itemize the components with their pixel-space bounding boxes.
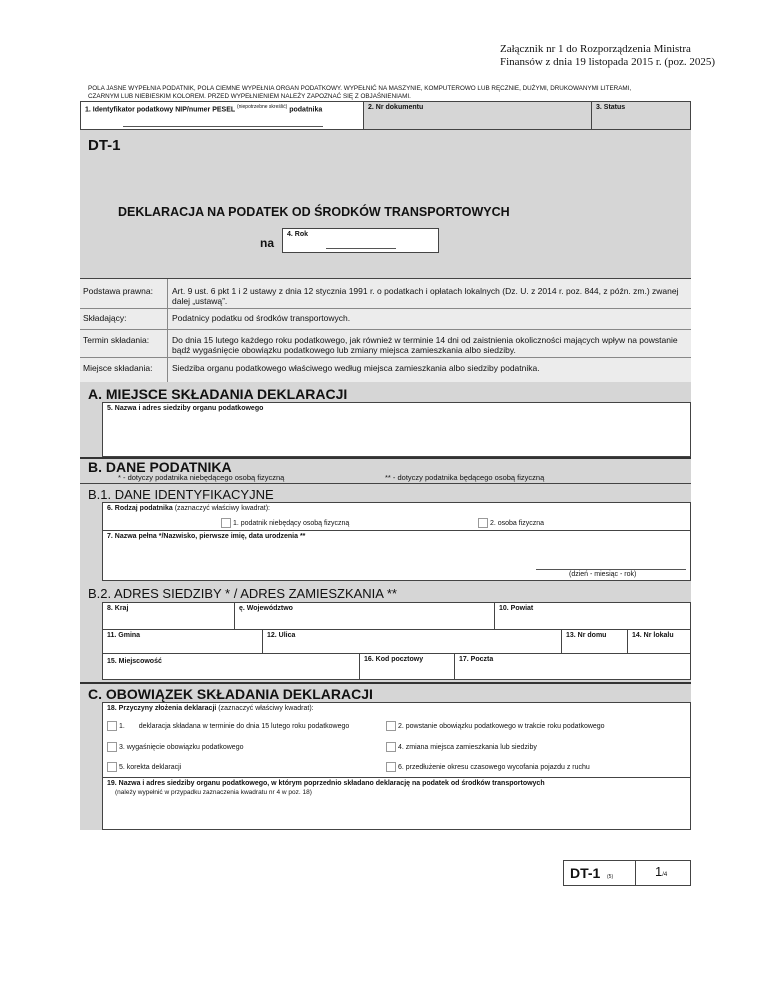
field-8-country[interactable] (102, 602, 235, 630)
date-hint: (dzień - miesiąc - rok) (569, 571, 637, 578)
instructions-line-2: CZARNYM LUB NIEBIESKIM KOLOREM. PRZED WYPEŁNIENIEM NALEŻY ZAPOZNAĆ SIĘ Z OBJAŚNIENIAMI. (88, 93, 411, 100)
field-10-label: 10. Powiat (499, 605, 534, 612)
field-19-previous-office[interactable] (102, 777, 691, 830)
date-tick-line (536, 565, 686, 570)
reason-option-1[interactable]: 1. deklaracja składana w terminie do dnia 15 lutego roku podatkowego (107, 721, 349, 731)
reason-option-2[interactable]: 2. powstanie obowiązku podatkowego w trakcie roku podatkowego (386, 721, 605, 731)
field-5-tax-office[interactable] (102, 402, 691, 457)
field-3-status (591, 101, 691, 130)
info-text-place: Siedziba organu podatkowego właściwego według miejsca zamieszkania albo siedziby podatnika. (172, 363, 540, 373)
field-17-post-office[interactable] (454, 653, 691, 680)
section-b1-title: B.1. DANE IDENTYFIKACYJNE (88, 487, 274, 502)
field-10-county[interactable] (494, 602, 691, 630)
instructions-line-1: POLA JASNE WYPEŁNIA PODATNIK, POLA CIEMNE WYPEŁNIA ORGAN PODATKOWY. WYPEŁNIĆ NA MASZYNIE, KOMPUTEROWO LUB RĘCZNIE, DUŻYMI, DRUKOWANYMI LITERAMI, (88, 85, 632, 92)
field-12-label: 12. Ulica (267, 632, 296, 639)
field-15-city[interactable] (102, 653, 360, 680)
field-13-house-number[interactable] (561, 629, 628, 654)
reason-option-3[interactable]: 3. wygaśnięcie obowiązku podatkowego (107, 742, 243, 752)
checkbox-icon[interactable] (107, 721, 117, 731)
reason-option-6[interactable]: 6. przedłużenie okresu czasowego wycofania pojazdu z ruchu (386, 762, 590, 772)
field-2-document-number (363, 101, 592, 130)
field-4-label: 4. Rok (287, 231, 309, 238)
section-b2-title: B.2. ADRES SIEDZIBY * / ADRES ZAMIESZKANIA ** (88, 586, 397, 601)
field-5-label: 5. Nazwa i adres siedziby organu podatkowego (107, 405, 264, 412)
section-b-title: B. DANE PODATNIKA (88, 459, 232, 475)
info-column-divider (167, 279, 168, 383)
field-17-label: 17. Poczta (459, 656, 494, 663)
field-6-option-2[interactable]: 2. osoba fizyczna (478, 518, 544, 528)
reason-option-5[interactable]: 5. korekta deklaracji (107, 762, 181, 772)
field-14-label: 14. Nr lokalu (632, 632, 674, 639)
reason-option-4[interactable]: 4. zmiana miejsca zamieszkania lub siedziby (386, 742, 537, 752)
field-18-label: 18. Przyczyny złożenia deklaracji (zaznaczyć właściwy kwadrat): (107, 705, 314, 712)
year-prefix: na (260, 236, 275, 250)
info-table (80, 278, 691, 384)
info-label-deadline: Termin składania: (83, 335, 150, 345)
section-a (80, 382, 691, 457)
field-16-label: 16. Kod pocztowy (364, 656, 424, 663)
divider (80, 483, 691, 484)
footer-page-number: 1/4 (655, 864, 668, 879)
field-19-hint: (należy wypełnić w przypadku zaznaczenia kwadratu nr 4 w poz. 18) (115, 789, 312, 796)
checkbox-icon[interactable] (107, 762, 117, 772)
section-c-title: C. OBOWIĄZEK SKŁADANIA DEKLARACJI (88, 686, 373, 702)
footer-code: DT-1 (570, 865, 601, 881)
field-9-label: ę. Województwo (239, 605, 293, 612)
checkbox-icon[interactable] (386, 762, 396, 772)
info-label-legal-basis: Podstawa prawna: (83, 286, 153, 296)
field-16-postal-code[interactable] (359, 653, 455, 680)
form-title: DEKLARACJA NA PODATEK OD ŚRODKÓW TRANSPORTOWYCH (118, 205, 510, 219)
page-footer (563, 860, 691, 886)
annex-line-1: Załącznik nr 1 do Rozporządzenia Ministra (500, 43, 691, 55)
checkbox-icon[interactable] (107, 742, 117, 752)
field-8-label: 8. Kraj (107, 605, 129, 612)
info-text-submitter: Podatnicy podatku od środków transportowych. (172, 313, 351, 323)
field-11-label: 11. Gmina (107, 632, 141, 639)
info-divider (80, 308, 691, 309)
form-header-area (80, 130, 691, 278)
field-2-label: 2. Nr dokumentu (368, 104, 424, 111)
section-a-title: A. MIEJSCE SKŁADANIA DEKLARACJI (88, 386, 348, 402)
annex-note (500, 43, 715, 69)
field-6-label: 6. Rodzaj podatnika (zaznaczyć właściwy kwadrat): (107, 505, 270, 512)
section-c (80, 682, 691, 830)
info-text-deadline: Do dnia 15 lutego każdego roku podatkowego, jak również w terminie 14 dni od zaistnienia okoliczności mających wpływ na powstanie bądź wygaśnięcie obowiązku podatkowego lub zmiany miejsca zamieszkania albo siedziby. (172, 335, 678, 355)
info-label-place: Miejsce składania: (83, 363, 153, 373)
field-11-municipality[interactable] (102, 629, 263, 654)
field-7-label: 7. Nazwa pełna */Nazwisko, pierwsze imię, data urodzenia ** (107, 533, 306, 540)
field-7-full-name[interactable] (102, 530, 691, 581)
instructions (88, 85, 688, 101)
footer-version: (5) (607, 874, 614, 880)
field-1-label: 1. Identyfikator podatkowy NIP/numer PESEL $^{(niepotrzebne skreślić)}$ podatnika (85, 104, 323, 114)
field-6-option-1[interactable]: 1. podatnik niebędący osobą fizyczną (221, 518, 349, 528)
field-3-label: 3. Status (596, 104, 626, 111)
field-18-reasons (102, 702, 691, 778)
section-b-note-2: ** - dotyczy podatnika będącego osobą fizyczną (385, 473, 545, 482)
checkbox-icon[interactable] (478, 518, 488, 528)
field-1-identifier[interactable] (80, 101, 364, 130)
footer-code-cell (564, 861, 636, 885)
field-12-street[interactable] (262, 629, 562, 654)
field-9-voivodeship[interactable] (234, 602, 495, 630)
checkbox-icon[interactable] (386, 721, 396, 731)
form-code: DT-1 (88, 137, 121, 154)
section-b-note-1: * - dotyczy podatnika niebędącego osobą fizyczną (118, 473, 285, 482)
field-6-taxpayer-type (102, 502, 691, 531)
field-19-label: 19. Nazwa i adres siedziby organu podatkowego, w którym poprzednio składano deklarację na podatek od środków transportowych (107, 780, 545, 787)
field-4-year[interactable] (282, 228, 439, 253)
info-text-legal-basis: Art. 9 ust. 6 pkt 1 i 2 ustawy z dnia 12 stycznia 1991 r. o podatkach i opłatach lokalnych (Dz. U. z 2014 r. poz. 844, z późn. zm.) zwanej dalej „ustawą”. (172, 286, 679, 306)
info-label-submitter: Składający: (83, 313, 127, 323)
checkbox-icon[interactable] (221, 518, 231, 528)
field-14-apartment-number[interactable] (627, 629, 691, 654)
info-divider (80, 357, 691, 358)
section-b (80, 457, 691, 684)
field-13-label: 13. Nr domu (566, 632, 607, 639)
checkbox-icon[interactable] (386, 742, 396, 752)
field-15-label: 15. Miejscowość (107, 658, 162, 665)
info-divider (80, 329, 691, 330)
year-tick-line (326, 244, 396, 249)
annex-line-2: Finansów z dnia 19 listopada 2015 r. (poz. 2025) (500, 56, 716, 68)
identifier-tick-line (123, 122, 323, 127)
